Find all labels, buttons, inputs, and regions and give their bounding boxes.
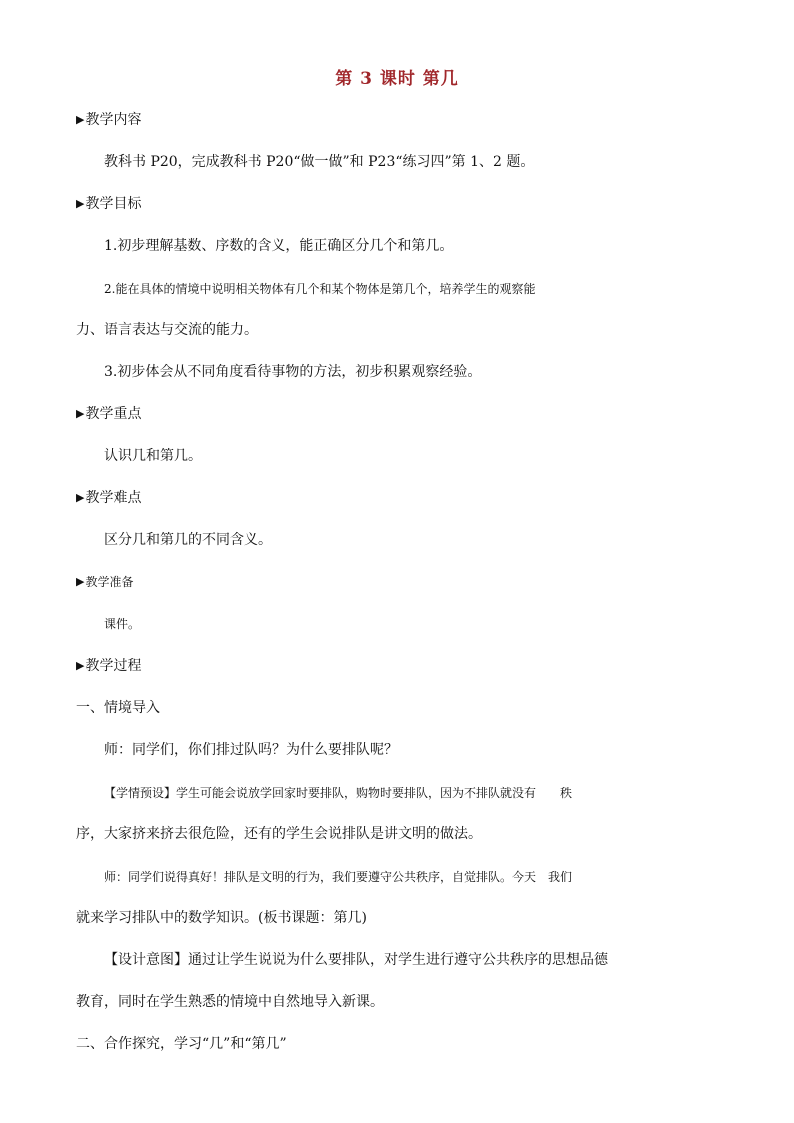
paragraph: 师：同学们说得真好！排队是文明的行为，我们要遵守公共秩序，自觉排队。今天 我们	[104, 870, 573, 884]
arrow-bullet-icon: ▶	[76, 575, 85, 588]
page-title: 第 3 课时 第几	[335, 69, 459, 89]
arrow-bullet-icon: ▶	[76, 491, 85, 504]
paragraph: 就来学习排队中的数学知识。(板书课题：第几)	[76, 910, 367, 926]
paragraph: 区分几和第几的不同含义。	[104, 532, 272, 548]
paragraph: 序，大家挤来挤去很危险，还有的学生会说排队是讲文明的做法。	[76, 826, 482, 842]
subsection-heading: 二、合作探究，学习“几”和“第几”	[76, 1036, 287, 1052]
paragraph: 【设计意图】通过让学生说说为什么要排队，对学生进行遵守公共秩序的思想品德	[104, 952, 608, 968]
section-heading-content: ▶教学内容	[76, 112, 142, 128]
arrow-bullet-icon: ▶	[76, 407, 85, 420]
paragraph: 师：同学们，你们排过队吗？为什么要排队呢？	[104, 742, 398, 758]
subsection-heading: 一、情境导入	[76, 700, 160, 716]
paragraph: 3.初步体会从不同角度看待事物的方法，初步积累观察经验。	[104, 364, 482, 380]
section-heading-key-points: ▶教学重点	[76, 406, 142, 422]
arrow-bullet-icon: ▶	[76, 197, 85, 210]
paragraph: 课件。	[104, 617, 141, 631]
paragraph: 【学情预设】学生可能会说放学回家时要排队，购物时要排队，因为不排队就没有 秩	[104, 786, 573, 800]
paragraph: 力、语言表达与交流的能力。	[76, 322, 258, 338]
arrow-bullet-icon: ▶	[76, 113, 85, 126]
section-heading-preparation: ▶教学准备	[76, 575, 134, 589]
arrow-bullet-icon: ▶	[76, 659, 85, 672]
section-heading-objectives: ▶教学目标	[76, 196, 142, 212]
paragraph: 1.初步理解基数、序数的含义，能正确区分几个和第几。	[104, 238, 454, 254]
section-heading-process: ▶教学过程	[76, 658, 142, 674]
section-heading-difficulties: ▶教学难点	[76, 490, 142, 506]
paragraph: 教育，同时在学生熟悉的情境中自然地导入新课。	[76, 994, 384, 1010]
paragraph: 教科书 P20，完成教科书 P20“做一做”和 P23“练习四”第 1、2 题。	[104, 154, 535, 170]
paragraph: 认识几和第几。	[104, 448, 202, 464]
paragraph: 2.能在具体的情境中说明相关物体有几个和某个物体是第几个，培养学生的观察能	[104, 282, 536, 296]
